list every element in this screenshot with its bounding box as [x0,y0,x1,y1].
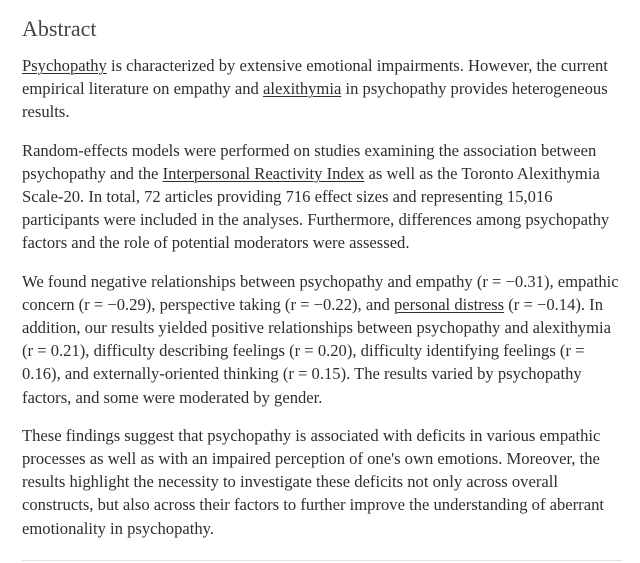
paragraph-text: Random-effects models were performed on studies examining the association between psychopathy and the [22,140,597,183]
paragraph-text: as well as the Toronto Alexithymia Scale-20. In total, 72 articles providing 716 effect sizes and representing 15,016 participants were included in the analyses. Furthermore, differences among psychopathy factors and the role of potential moderators were assessed. [22,163,610,253]
link-interpersonal-reactivity-index[interactable]: Interpersonal Reactivity Index [162,163,365,183]
abstract-paragraph-3 [22,270,620,409]
link-alexithymia[interactable]: alexithymia [262,79,342,99]
abstract-paragraph-1 [22,54,620,124]
paragraph-text: We found negative relationships between psychopathy and empathy (r = −0.31), empathic concern (r = −0.29), perspective taking (r = −0.22), and [22,271,619,314]
paragraph-text: is characterized by extensive emotional impairments. However, the current empirical literature on empathy and [22,56,608,99]
abstract-paragraph-2 [22,139,620,255]
abstract-paragraph-4 [22,424,620,540]
abstract-heading: Abstract [22,16,97,41]
paragraph-text: (r = −0.14). In addition, our results yielded positive relationships between psychopathy and alexithymia (r = 0.21), difficulty describing feelings (r = 0.20), difficulty identifying feelings (r = 0.16), and externally-oriented thinking (r = 0.15). The results varied by psychopathy factors, and some were moderated by gender. [22,294,611,407]
link-psychopathy[interactable]: Psychopathy [22,56,107,75]
paragraph-text: These findings suggest that psychopathy is associated with deficits in various empathic processes as well as with an impaired perception of one's own emotions. Moreover, the results highlight the necessity to investigate these deficits not only across overall constructs, but also across their factors to further improve the understanding of aberrant emotionality in psychopathy. [22,425,604,538]
link-personal-distress[interactable]: personal distress [393,294,505,314]
paragraph-text: in psychopathy provides heterogeneous results. [22,79,608,122]
section-divider [22,560,622,561]
